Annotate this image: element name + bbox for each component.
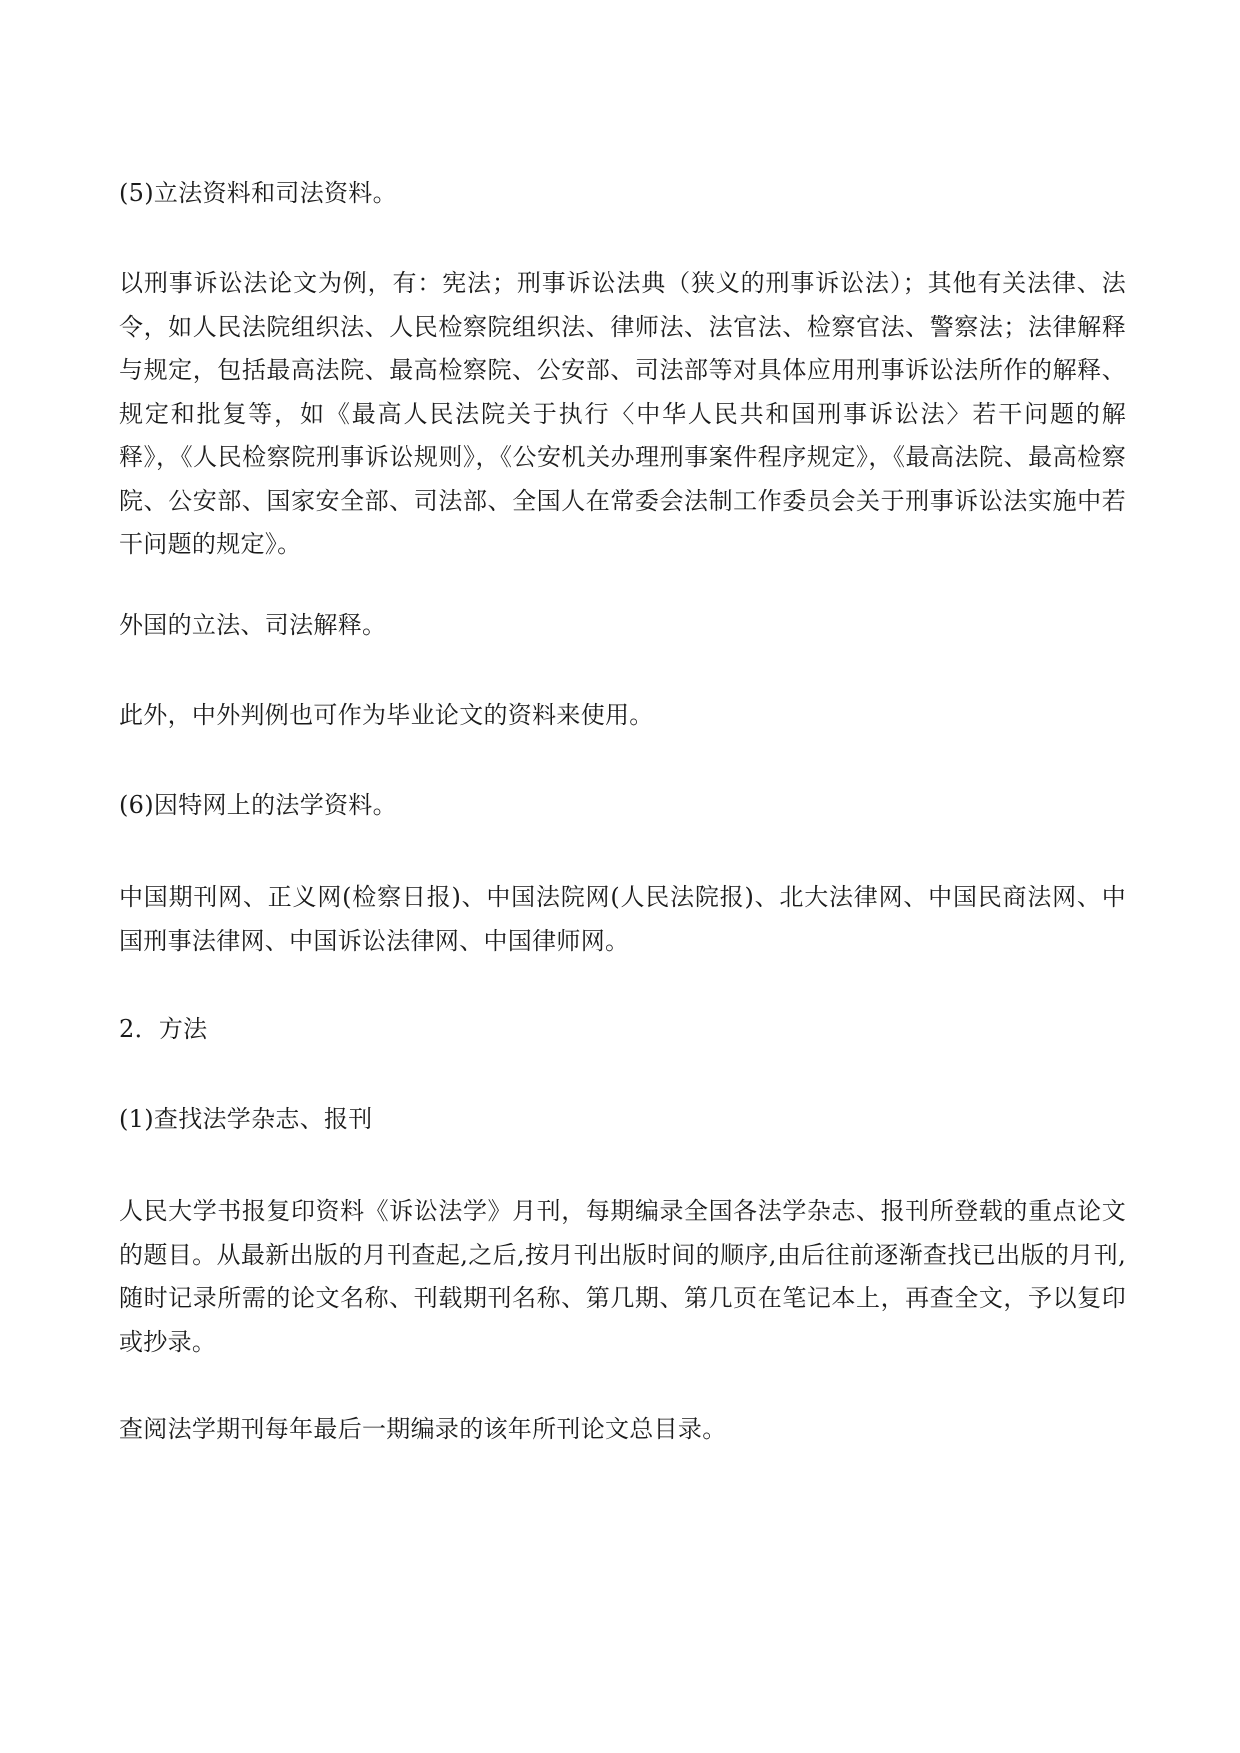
paragraph-annual-index: 查阅法学期刊每年最后一期编录的该年所刊论文总目录。 [119,1415,727,1443]
paragraph-renmin-university-reprints: 人民大学书报复印资料《诉讼法学》月刊，每期编录全国各法学杂志、报刊所登载的重点论文的题目。从最新出版的月刊查起,之后,按月刊出版时间的顺序,由后往前逐渐查找已出版的月刊,随时记录所需的论文名称、刊载期刊名称、第几期、第几页在笔记本上，再查全文，予以复印或抄录。 [119,1197,1126,1356]
paragraph-legislative-judicial-materials-heading: (5)立法资料和司法资料。 [119,179,397,207]
paragraph-internet-materials-heading: (6)因特网上的法学资料。 [119,791,397,819]
paragraph-method-heading: 2．方法 [119,1015,208,1043]
paragraph-case-law: 此外，中外判例也可作为毕业论文的资料来使用。 [119,701,654,729]
paragraph-foreign-legislation: 外国的立法、司法解释。 [119,611,387,639]
paragraph-criminal-procedure-example: 以刑事诉讼法论文为例，有：宪法；刑事诉讼法典（狭义的刑事诉讼法）；其他有关法律、法令，如人民法院组织法、人民检察院组织法、律师法、法官法、检察官法、警察法；法律解释与规定，包括最高法院、最高检察院、公安部、司法部等对具体应用刑事诉讼法所作的解释、规定和批复等，如《最高人民法院关于执行〈中华人民共和国刑事诉讼法〉若干问题的解释》，《人民检察院刑事诉讼规则》，《公安机关办理刑事案件程序规定》，《最高法院、最高检察院、公安部、国家安全部、司法部、全国人在常委会法制工作委员会关于刑事诉讼法实施中若干问题的规定》。 [119,269,1126,558]
paragraph-search-journals-heading: (1)查找法学杂志、报刊 [119,1105,373,1133]
paragraph-website-list: 中国期刊网、正义网(检察日报)、中国法院网(人民法院报)、北大法律网、中国民商法网、中国刑事法律网、中国诉讼法律网、中国律师网。 [119,883,1126,955]
